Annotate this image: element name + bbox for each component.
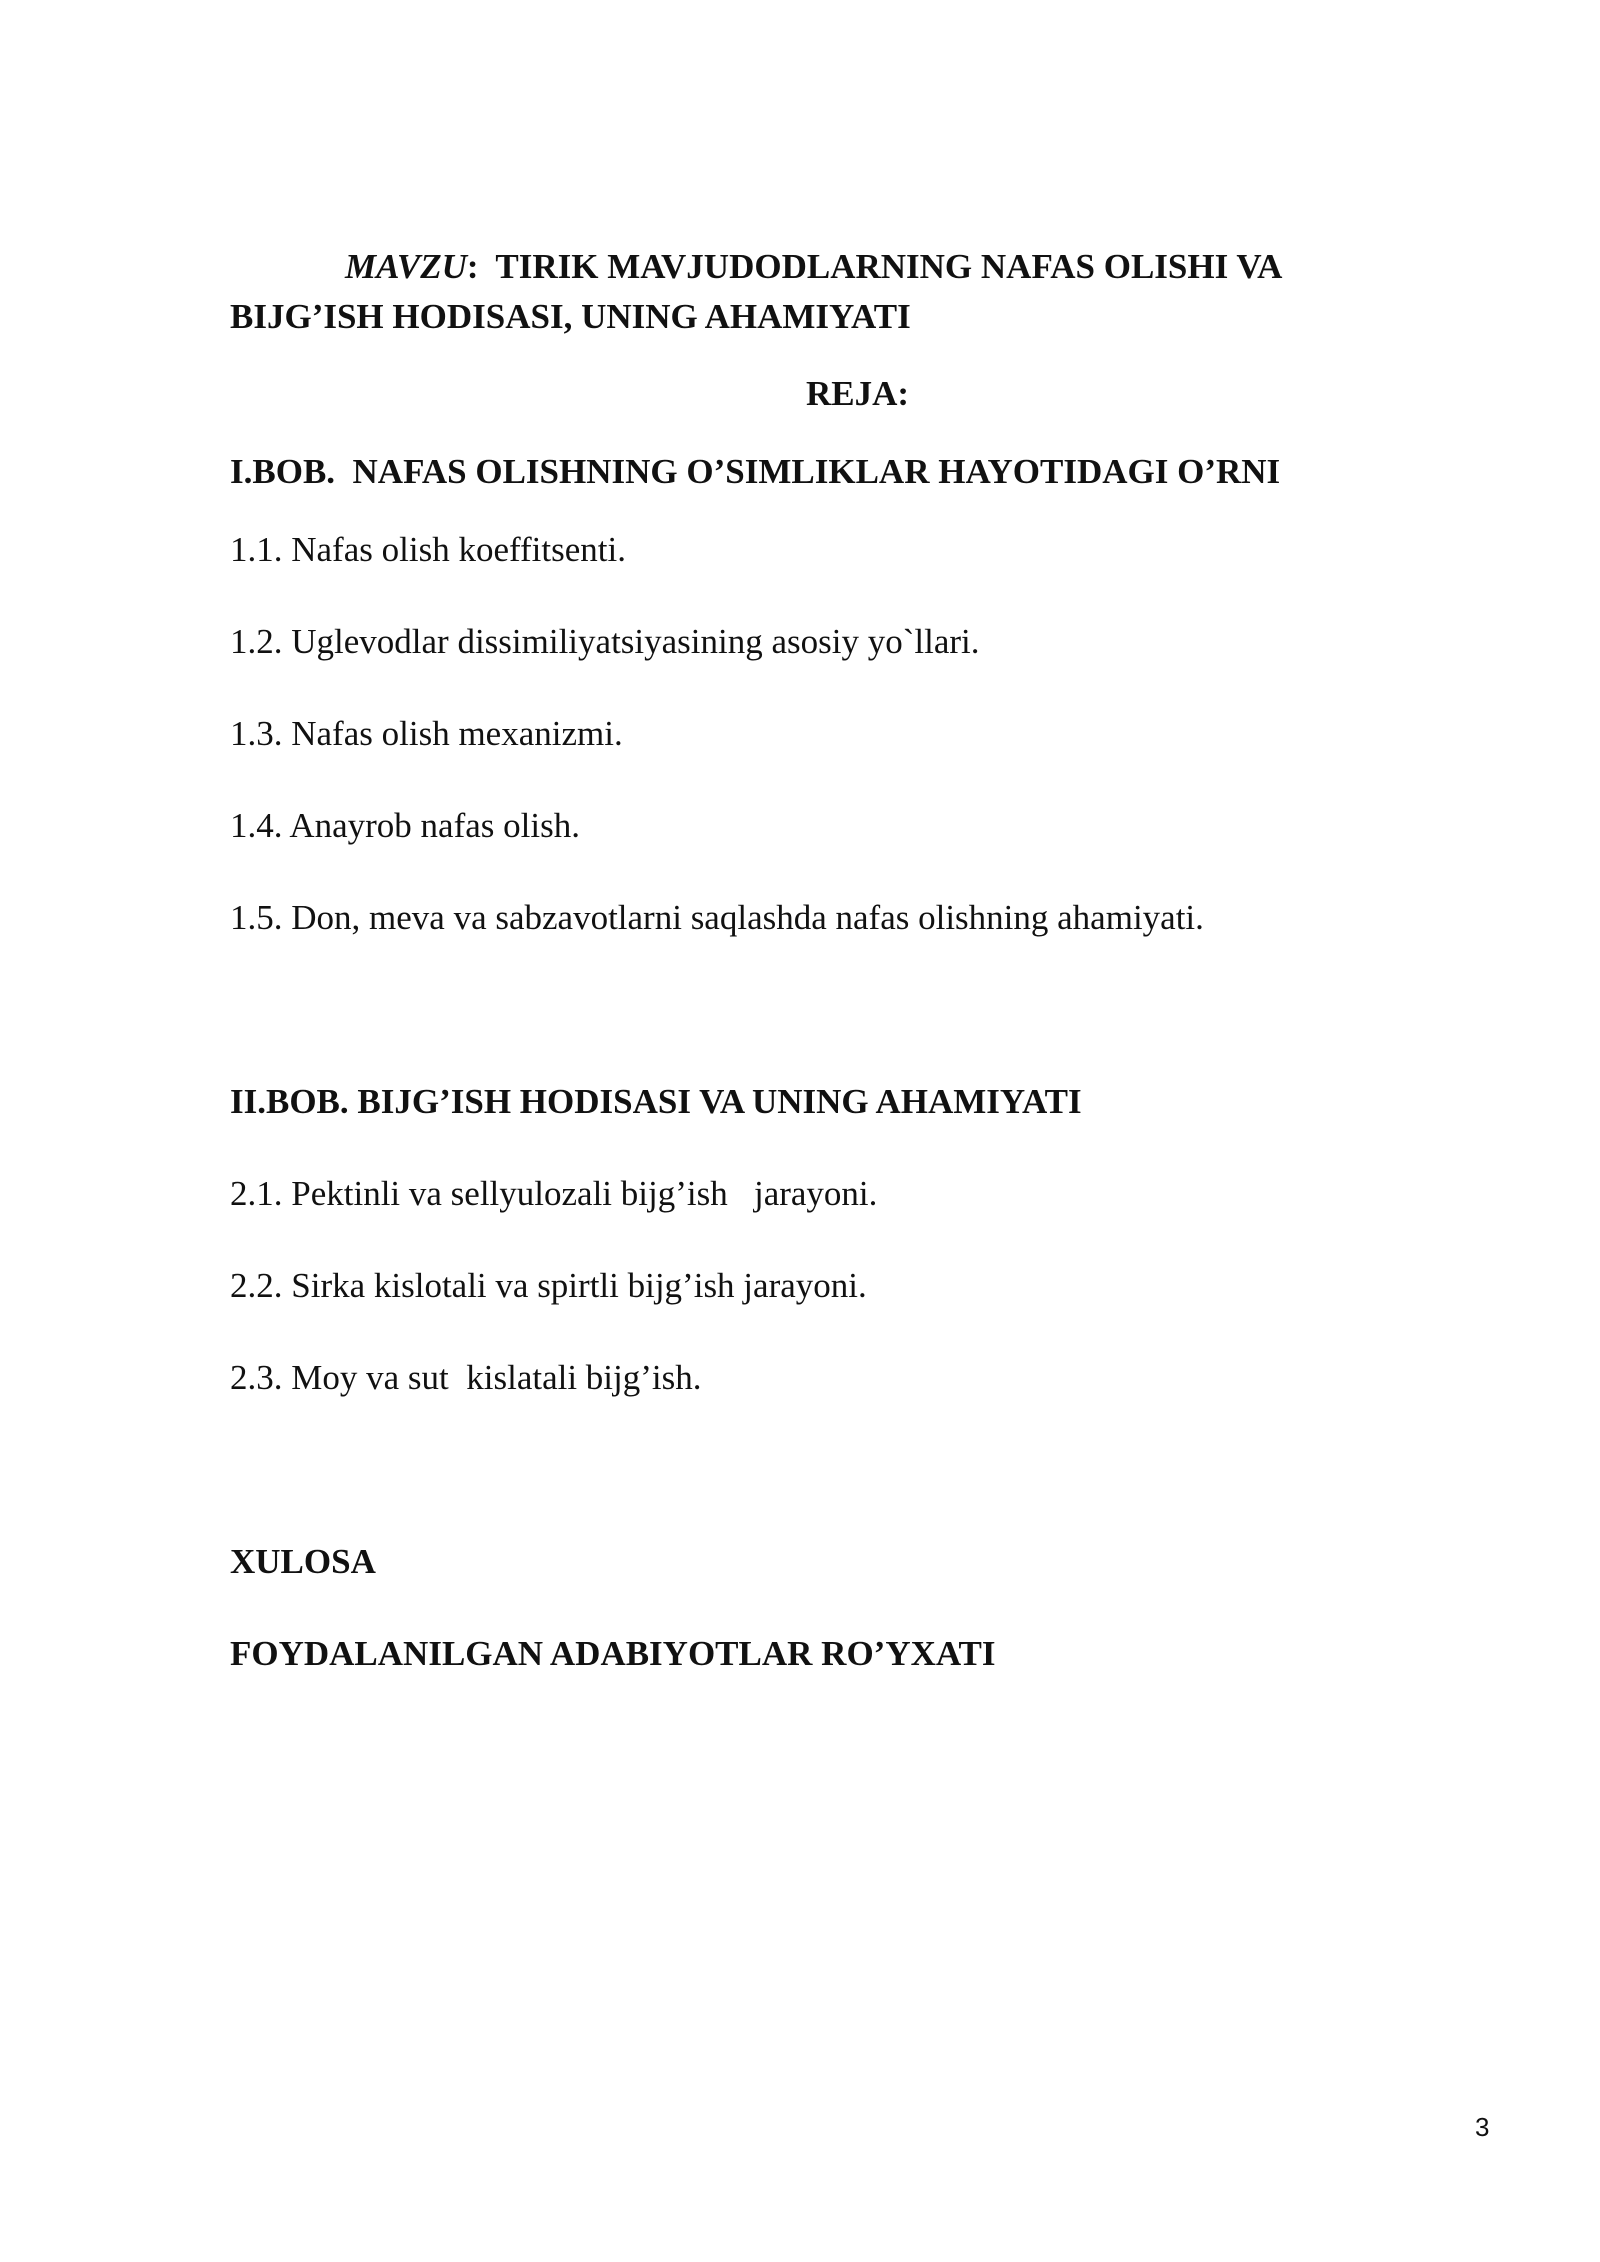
chapter-1-item: 1.4. Anayrob nafas olish. bbox=[230, 806, 580, 845]
chapter-1-heading: I.BOB. NAFAS OLISHNING O’SIMLIKLAR HAYOTIDAGI O’RNI bbox=[230, 452, 1281, 491]
plan-heading: REJA: bbox=[806, 374, 910, 413]
chapter-1-item: 1.2. Uglevodlar dissimiliyatsiyasining asosiy yo`llari. bbox=[230, 622, 980, 661]
topic-colon: : bbox=[466, 247, 479, 286]
chapter-1-item: 1.5. Don, meva va sabzavotlarni saqlashda nafas olishning ahamiyati. bbox=[230, 898, 1204, 937]
chapter-2-heading: II.BOB. BIJG’ISH HODISASI VA UNING AHAMIYATI bbox=[230, 1082, 1082, 1121]
topic-title-line-1 bbox=[345, 245, 1282, 289]
topic-label: MAVZU bbox=[345, 247, 467, 286]
chapter-1-item: 1.1. Nafas olish koeffitsenti. bbox=[230, 530, 626, 569]
chapter-2-item: 2.2. Sirka kislotali va spirtli bijg’ish jarayoni. bbox=[230, 1266, 867, 1305]
chapter-2-item: 2.1. Pektinli va sellyulozali bijg’ish jarayoni. bbox=[230, 1174, 878, 1213]
topic-title-line-2: BIJG’ISH HODISASI, UNING AHAMIYATI bbox=[230, 297, 911, 336]
references-heading: FOYDALANILGAN ADABIYOTLAR RO’YXATI bbox=[230, 1634, 996, 1673]
chapter-1-item: 1.3. Nafas olish mexanizmi. bbox=[230, 714, 623, 753]
chapter-2-item: 2.3. Moy va sut kislatali bijg’ish. bbox=[230, 1358, 702, 1397]
page-number: 3 bbox=[1475, 2112, 1490, 2142]
topic-title-text: TIRIK MAVJUDODLARNING NAFAS OLISHI VA bbox=[478, 247, 1283, 286]
conclusion-heading: XULOSA bbox=[230, 1542, 376, 1581]
